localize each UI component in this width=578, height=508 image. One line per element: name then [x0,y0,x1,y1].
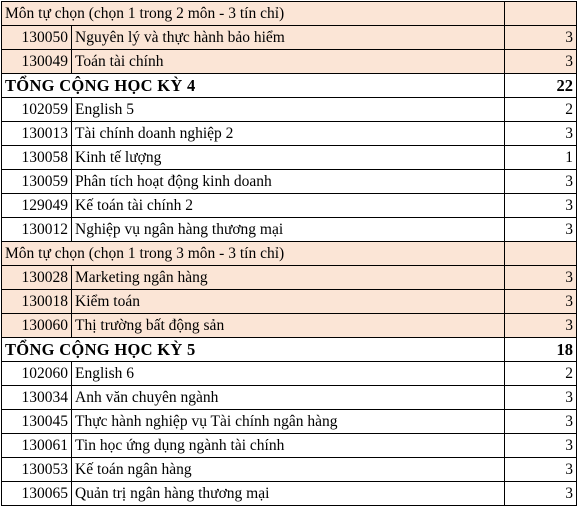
elective-course-row [2,266,577,290]
course-name: Toán tài chính [72,50,505,74]
course-row [2,482,577,506]
elective-group-header-row [2,242,577,266]
course-credits: 3 [505,290,577,314]
course-row [2,194,577,218]
course-name: Anh văn chuyên ngành [72,386,505,410]
elective-course-row [2,290,577,314]
course-credits: 2 [505,362,577,386]
course-code: 130059 [2,170,72,194]
course-name: Marketing ngân hàng [72,266,505,290]
elective-group-label: Môn tự chọn (chọn 1 trong 2 môn - 3 tín chỉ) [2,2,505,26]
course-credits: 3 [505,170,577,194]
course-row [2,98,577,122]
elective-group-credits [505,2,577,26]
course-code: 130065 [2,482,72,506]
course-name: Nguyên lý và thực hành bảo hiểm [72,26,505,50]
course-code: 102059 [2,98,72,122]
course-code: 129049 [2,194,72,218]
course-credits: 2 [505,98,577,122]
elective-group-header-row [2,2,577,26]
semester-total-label: TỔNG CỘNG HỌC KỲ 5 [2,338,505,362]
course-row [2,218,577,242]
elective-group-label: Môn tự chọn (chọn 1 trong 3 môn - 3 tín chỉ) [2,242,505,266]
course-credits: 3 [505,266,577,290]
course-credits: 3 [505,386,577,410]
course-credits: 3 [505,482,577,506]
course-name: Kiểm toán [72,290,505,314]
semester-total-credits: 22 [505,74,577,98]
course-code: 130028 [2,266,72,290]
curriculum-table [1,1,577,506]
course-credits: 3 [505,26,577,50]
course-name: Tin học ứng dụng ngành tài chính [72,434,505,458]
course-row [2,362,577,386]
course-row [2,170,577,194]
course-code: 130060 [2,314,72,338]
semester-total-label: TỔNG CỘNG HỌC KỲ 4 [2,74,505,98]
course-row [2,434,577,458]
course-name: Kế toán ngân hàng [72,458,505,482]
course-name: Thực hành nghiệp vụ Tài chính ngân hàng [72,410,505,434]
course-row [2,410,577,434]
course-name: Phân tích hoạt động kinh doanh [72,170,505,194]
course-code: 130053 [2,458,72,482]
course-code: 130045 [2,410,72,434]
course-credits: 3 [505,410,577,434]
course-code: 102060 [2,362,72,386]
course-code: 130012 [2,218,72,242]
semester-total-credits: 18 [505,338,577,362]
course-credits: 1 [505,146,577,170]
course-code: 130049 [2,50,72,74]
elective-course-row [2,50,577,74]
course-name: Kế toán tài chính 2 [72,194,505,218]
course-credits: 3 [505,314,577,338]
course-name: English 5 [72,98,505,122]
course-credits: 3 [505,218,577,242]
elective-course-row [2,26,577,50]
curriculum-table-body [2,2,577,506]
course-row [2,122,577,146]
semester-total-row [2,338,577,362]
course-credits: 3 [505,458,577,482]
course-credits: 3 [505,434,577,458]
course-name: Quản trị ngân hàng thương mại [72,482,505,506]
course-credits: 3 [505,50,577,74]
course-name: Kinh tế lượng [72,146,505,170]
course-credits: 3 [505,122,577,146]
course-name: Nghiệp vụ ngân hàng thương mại [72,218,505,242]
course-credits: 3 [505,194,577,218]
course-row [2,386,577,410]
course-code: 130034 [2,386,72,410]
course-code: 130013 [2,122,72,146]
course-code: 130058 [2,146,72,170]
course-name: Thị trường bất động sản [72,314,505,338]
elective-group-credits [505,242,577,266]
course-code: 130050 [2,26,72,50]
semester-total-row [2,74,577,98]
elective-course-row [2,314,577,338]
course-row [2,146,577,170]
course-name: Tài chính doanh nghiệp 2 [72,122,505,146]
course-code: 130018 [2,290,72,314]
course-row [2,458,577,482]
course-code: 130061 [2,434,72,458]
course-name: English 6 [72,362,505,386]
